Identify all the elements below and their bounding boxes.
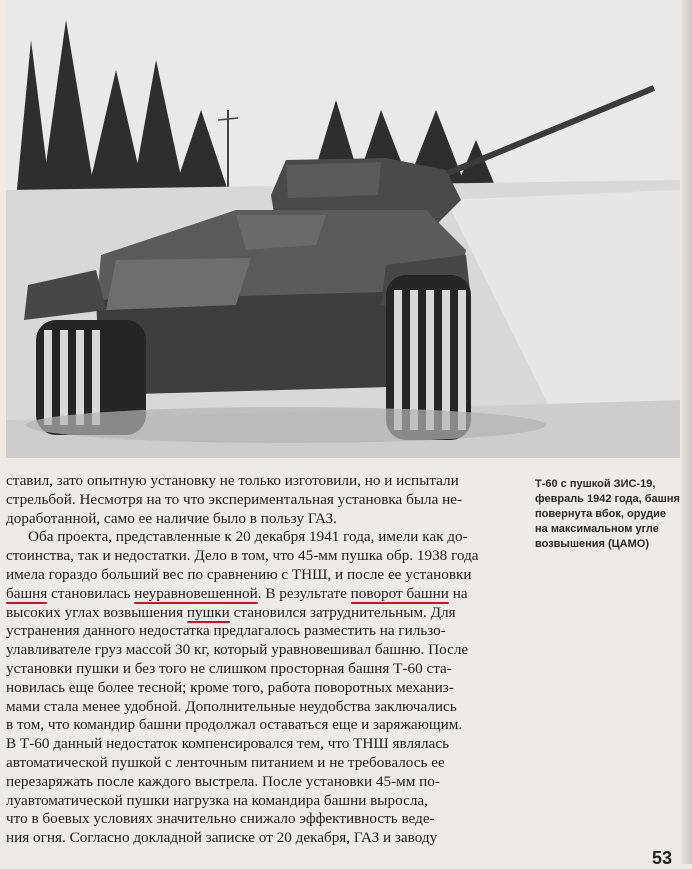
article-text	[6, 472, 526, 848]
caption-line: февраль 1942 года, башня	[535, 493, 680, 505]
text-span: . В результате	[257, 584, 351, 602]
page-number: 53	[652, 848, 673, 868]
caption-line: возвышения (ЦАМО)	[535, 538, 650, 550]
text-line: ставил, зато опытную установку не только изготовили, но и испытали	[6, 472, 459, 489]
caption-line: повернута вбок, орудие	[535, 508, 667, 520]
text-line: имела гораздо больший вес по сравнению с ТНШ, и после ее установки	[6, 565, 472, 583]
text-line-underlined	[6, 585, 526, 604]
caption-line: на максимальном угле	[535, 523, 659, 535]
page-edge	[682, 0, 692, 864]
text-line: автоматической пушкой с ленточным питанием и не требовалось ее	[6, 753, 445, 771]
text-line: стоинства, так и недостатки. Дело в том, что 45-мм пушка обр. 1938 года	[6, 547, 479, 565]
photo-caption	[535, 477, 685, 552]
underlined-word: башня	[6, 584, 48, 602]
text-line: стрельбой. Несмотря на то что экспериментальная установка была не-	[6, 490, 463, 508]
text-line-underlined	[6, 604, 526, 623]
text-line: устранения данного недостатка предлагалось разместить на гильзо-	[6, 622, 446, 640]
text-line: новилась еще более тесной; кроме того, работа поворотных механиз-	[6, 678, 454, 696]
tank-photo	[6, 0, 680, 458]
caption-line: Т-60 с пушкой ЗИС-19,	[535, 478, 656, 490]
text-line: ния огня. Согласно докладной записке от 20 декабря, ГАЗ и заводу	[6, 829, 438, 847]
underlined-word: пушки	[186, 603, 230, 621]
text-line: улавливателе груз массой 30 кг, который уравновешивал башню. После	[6, 641, 469, 659]
text-line: Оба проекта, представленные к 20 декабря 1941 года, имели как до-	[28, 528, 468, 546]
text-span: становился затруднительным. Для	[229, 603, 456, 621]
text-span: высоких углах возвышения	[6, 603, 187, 621]
text-line: луавтоматической пушки нагрузка на командира башни выросла,	[6, 791, 428, 809]
text-span: становилась	[47, 584, 135, 602]
underlined-word: неуравновешенной	[134, 584, 258, 602]
text-line: перезаряжать после каждого выстрела. После установки 45-мм по-	[6, 772, 440, 790]
tank-photo-drawing	[6, 0, 680, 458]
underlined-word: поворот башни	[350, 584, 449, 602]
text-line: в том, что командир башни продолжал оставаться еще и заряжающим.	[6, 716, 463, 734]
text-line: доработанной, само ее наличие было в пользу ГАЗ.	[6, 509, 337, 527]
text-line: В Т-60 данный недостаток компенсировался тем, что ТНШ являлась	[6, 735, 450, 753]
text-line: мами стала менее удобной. Дополнительные неудобства заключались	[6, 697, 457, 715]
text-span: на	[448, 584, 468, 602]
text-line: что в боевых условиях значительно снижало эффективность веде-	[6, 810, 435, 828]
text-line: установки пушки и без того не слишком просторная башня Т-60 ста-	[6, 659, 452, 677]
